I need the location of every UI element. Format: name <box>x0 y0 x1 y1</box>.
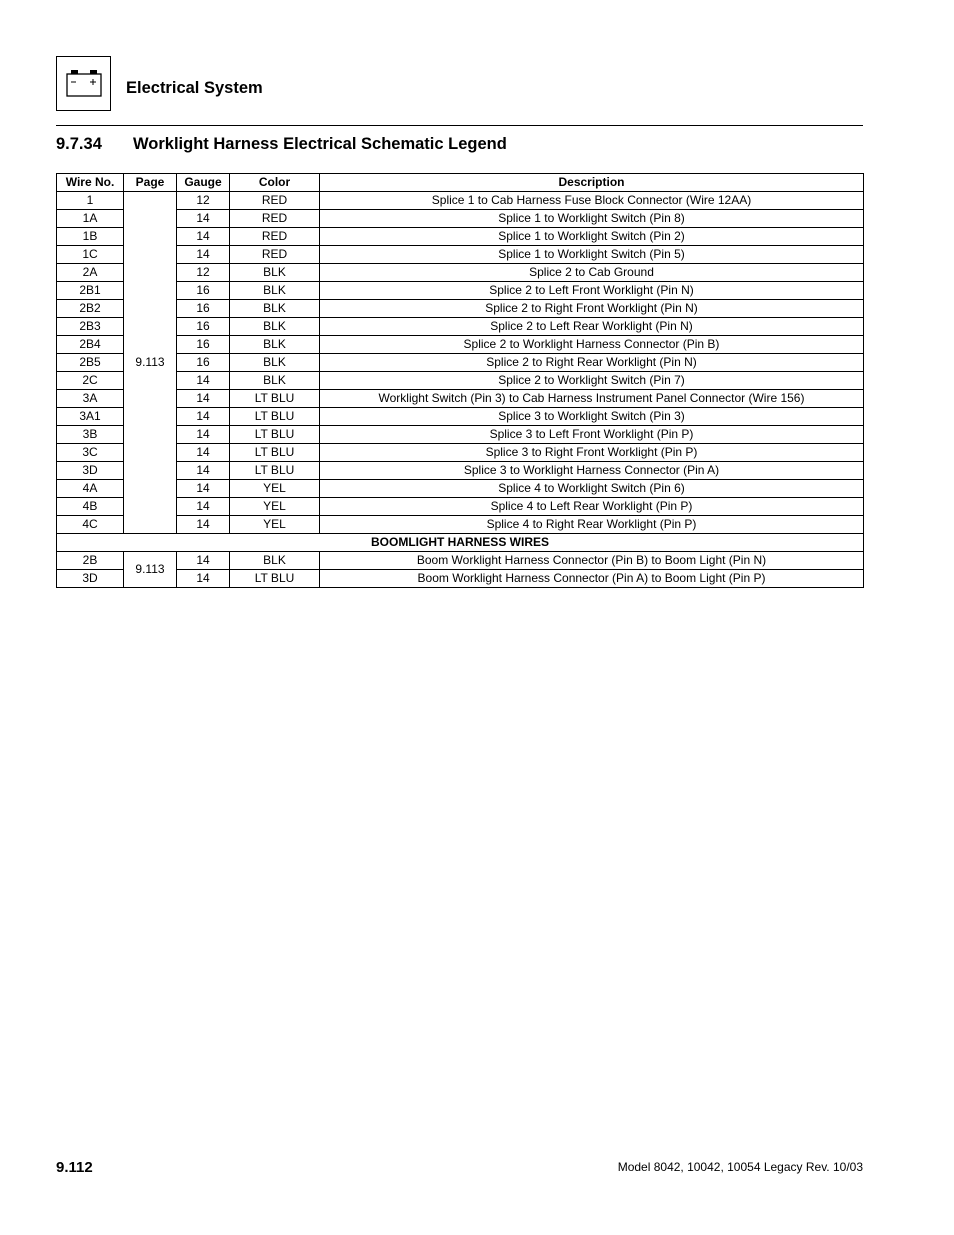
wire-no-cell: 3B <box>57 426 124 444</box>
color-cell: RED <box>230 192 320 210</box>
boomlight-subheading: BOOMLIGHT HARNESS WIRES <box>57 534 864 552</box>
table-body <box>57 192 864 588</box>
table-row <box>57 210 864 228</box>
gauge-cell: 12 <box>177 264 230 282</box>
description-cell: Splice 2 to Worklight Harness Connector (Pin B) <box>320 336 864 354</box>
gauge-cell: 14 <box>177 570 230 588</box>
wire-no-cell: 3C <box>57 444 124 462</box>
subsection-number: 9.7.34 <box>56 135 102 153</box>
wire-no-cell: 4B <box>57 498 124 516</box>
wire-no-cell: 1 <box>57 192 124 210</box>
wire-no-cell: 3A1 <box>57 408 124 426</box>
table-row <box>57 282 864 300</box>
table-row <box>57 426 864 444</box>
wire-no-cell: 3A <box>57 390 124 408</box>
wire-no-cell: 2B3 <box>57 318 124 336</box>
table-row <box>57 192 864 210</box>
column-header-color: Color <box>230 174 320 192</box>
table-row <box>57 408 864 426</box>
gauge-cell: 14 <box>177 480 230 498</box>
gauge-cell: 14 <box>177 516 230 534</box>
wire-no-cell: 2B <box>57 552 124 570</box>
description-cell: Splice 2 to Right Front Worklight (Pin N) <box>320 300 864 318</box>
description-cell: Splice 2 to Right Rear Worklight (Pin N) <box>320 354 864 372</box>
color-cell: BLK <box>230 300 320 318</box>
gauge-cell: 12 <box>177 192 230 210</box>
wire-no-cell: 2B2 <box>57 300 124 318</box>
description-cell: Worklight Switch (Pin 3) to Cab Harness Instrument Panel Connector (Wire 156) <box>320 390 864 408</box>
description-cell: Splice 2 to Left Rear Worklight (Pin N) <box>320 318 864 336</box>
color-cell: BLK <box>230 318 320 336</box>
wire-no-cell: 2B5 <box>57 354 124 372</box>
gauge-cell: 14 <box>177 210 230 228</box>
gauge-cell: 14 <box>177 372 230 390</box>
description-cell: Splice 1 to Worklight Switch (Pin 2) <box>320 228 864 246</box>
gauge-cell: 14 <box>177 498 230 516</box>
subsection-title: Worklight Harness Electrical Schematic Legend <box>133 135 507 153</box>
color-cell: BLK <box>230 372 320 390</box>
color-cell: RED <box>230 246 320 264</box>
color-cell: RED <box>230 210 320 228</box>
table-row <box>57 246 864 264</box>
description-cell: Splice 4 to Right Rear Worklight (Pin P) <box>320 516 864 534</box>
wire-no-cell: 4A <box>57 480 124 498</box>
gauge-cell: 16 <box>177 300 230 318</box>
table-row <box>57 300 864 318</box>
color-cell: BLK <box>230 552 320 570</box>
page-cell: 9.113 <box>124 192 177 534</box>
table-row <box>57 318 864 336</box>
table-row <box>57 498 864 516</box>
boomlight-subheading-row <box>57 534 864 552</box>
column-header-page: Page <box>124 174 177 192</box>
description-cell: Splice 4 to Left Rear Worklight (Pin P) <box>320 498 864 516</box>
wire-no-cell: 2B4 <box>57 336 124 354</box>
color-cell: BLK <box>230 336 320 354</box>
color-cell: LT BLU <box>230 390 320 408</box>
table-row <box>57 480 864 498</box>
table-row <box>57 570 864 588</box>
table-row <box>57 462 864 480</box>
battery-icon <box>65 69 103 99</box>
description-cell: Splice 2 to Left Front Worklight (Pin N) <box>320 282 864 300</box>
header-divider <box>56 125 863 126</box>
column-header-wire: Wire No. <box>57 174 124 192</box>
table-row <box>57 228 864 246</box>
description-cell: Splice 3 to Worklight Harness Connector (Pin A) <box>320 462 864 480</box>
gauge-cell: 14 <box>177 390 230 408</box>
wire-no-cell: 3D <box>57 462 124 480</box>
description-cell: Splice 1 to Cab Harness Fuse Block Connector (Wire 12AA) <box>320 192 864 210</box>
gauge-cell: 14 <box>177 444 230 462</box>
page-cell: 9.113 <box>124 552 177 588</box>
table-header-row <box>57 174 864 192</box>
section-icon-box <box>56 56 111 111</box>
color-cell: BLK <box>230 354 320 372</box>
gauge-cell: 14 <box>177 552 230 570</box>
page-number: 9.112 <box>56 1159 93 1176</box>
gauge-cell: 16 <box>177 336 230 354</box>
color-cell: LT BLU <box>230 444 320 462</box>
wire-no-cell: 1A <box>57 210 124 228</box>
color-cell: YEL <box>230 480 320 498</box>
wire-legend-table <box>56 173 864 588</box>
table-row <box>57 516 864 534</box>
description-cell: Boom Worklight Harness Connector (Pin A) to Boom Light (Pin P) <box>320 570 864 588</box>
wire-no-cell: 2C <box>57 372 124 390</box>
color-cell: LT BLU <box>230 570 320 588</box>
description-cell: Splice 1 to Worklight Switch (Pin 8) <box>320 210 864 228</box>
gauge-cell: 14 <box>177 228 230 246</box>
table-row <box>57 444 864 462</box>
model-revision: Model 8042, 10042, 10054 Legacy Rev. 10/03 <box>617 1160 863 1174</box>
column-header-description: Description <box>320 174 864 192</box>
wire-no-cell: 1C <box>57 246 124 264</box>
description-cell: Splice 1 to Worklight Switch (Pin 5) <box>320 246 864 264</box>
gauge-cell: 16 <box>177 318 230 336</box>
color-cell: LT BLU <box>230 462 320 480</box>
wire-no-cell: 3D <box>57 570 124 588</box>
color-cell: BLK <box>230 282 320 300</box>
wire-no-cell: 4C <box>57 516 124 534</box>
table-row <box>57 336 864 354</box>
description-cell: Splice 4 to Worklight Switch (Pin 6) <box>320 480 864 498</box>
gauge-cell: 14 <box>177 408 230 426</box>
table-row <box>57 552 864 570</box>
color-cell: BLK <box>230 264 320 282</box>
color-cell: YEL <box>230 516 320 534</box>
description-cell: Boom Worklight Harness Connector (Pin B) to Boom Light (Pin N) <box>320 552 864 570</box>
subsection-heading <box>56 135 507 154</box>
wire-no-cell: 2B1 <box>57 282 124 300</box>
color-cell: RED <box>230 228 320 246</box>
gauge-cell: 14 <box>177 426 230 444</box>
wire-no-cell: 1B <box>57 228 124 246</box>
color-cell: LT BLU <box>230 426 320 444</box>
gauge-cell: 14 <box>177 246 230 264</box>
description-cell: Splice 3 to Left Front Worklight (Pin P) <box>320 426 864 444</box>
description-cell: Splice 3 to Right Front Worklight (Pin P) <box>320 444 864 462</box>
table-row <box>57 354 864 372</box>
table-row <box>57 372 864 390</box>
gauge-cell: 16 <box>177 282 230 300</box>
gauge-cell: 14 <box>177 462 230 480</box>
color-cell: LT BLU <box>230 408 320 426</box>
color-cell: YEL <box>230 498 320 516</box>
column-header-gauge: Gauge <box>177 174 230 192</box>
description-cell: Splice 3 to Worklight Switch (Pin 3) <box>320 408 864 426</box>
description-cell: Splice 2 to Cab Ground <box>320 264 864 282</box>
gauge-cell: 16 <box>177 354 230 372</box>
description-cell: Splice 2 to Worklight Switch (Pin 7) <box>320 372 864 390</box>
table-row <box>57 264 864 282</box>
wire-no-cell: 2A <box>57 264 124 282</box>
section-title: Electrical System <box>126 79 263 97</box>
table-row <box>57 390 864 408</box>
